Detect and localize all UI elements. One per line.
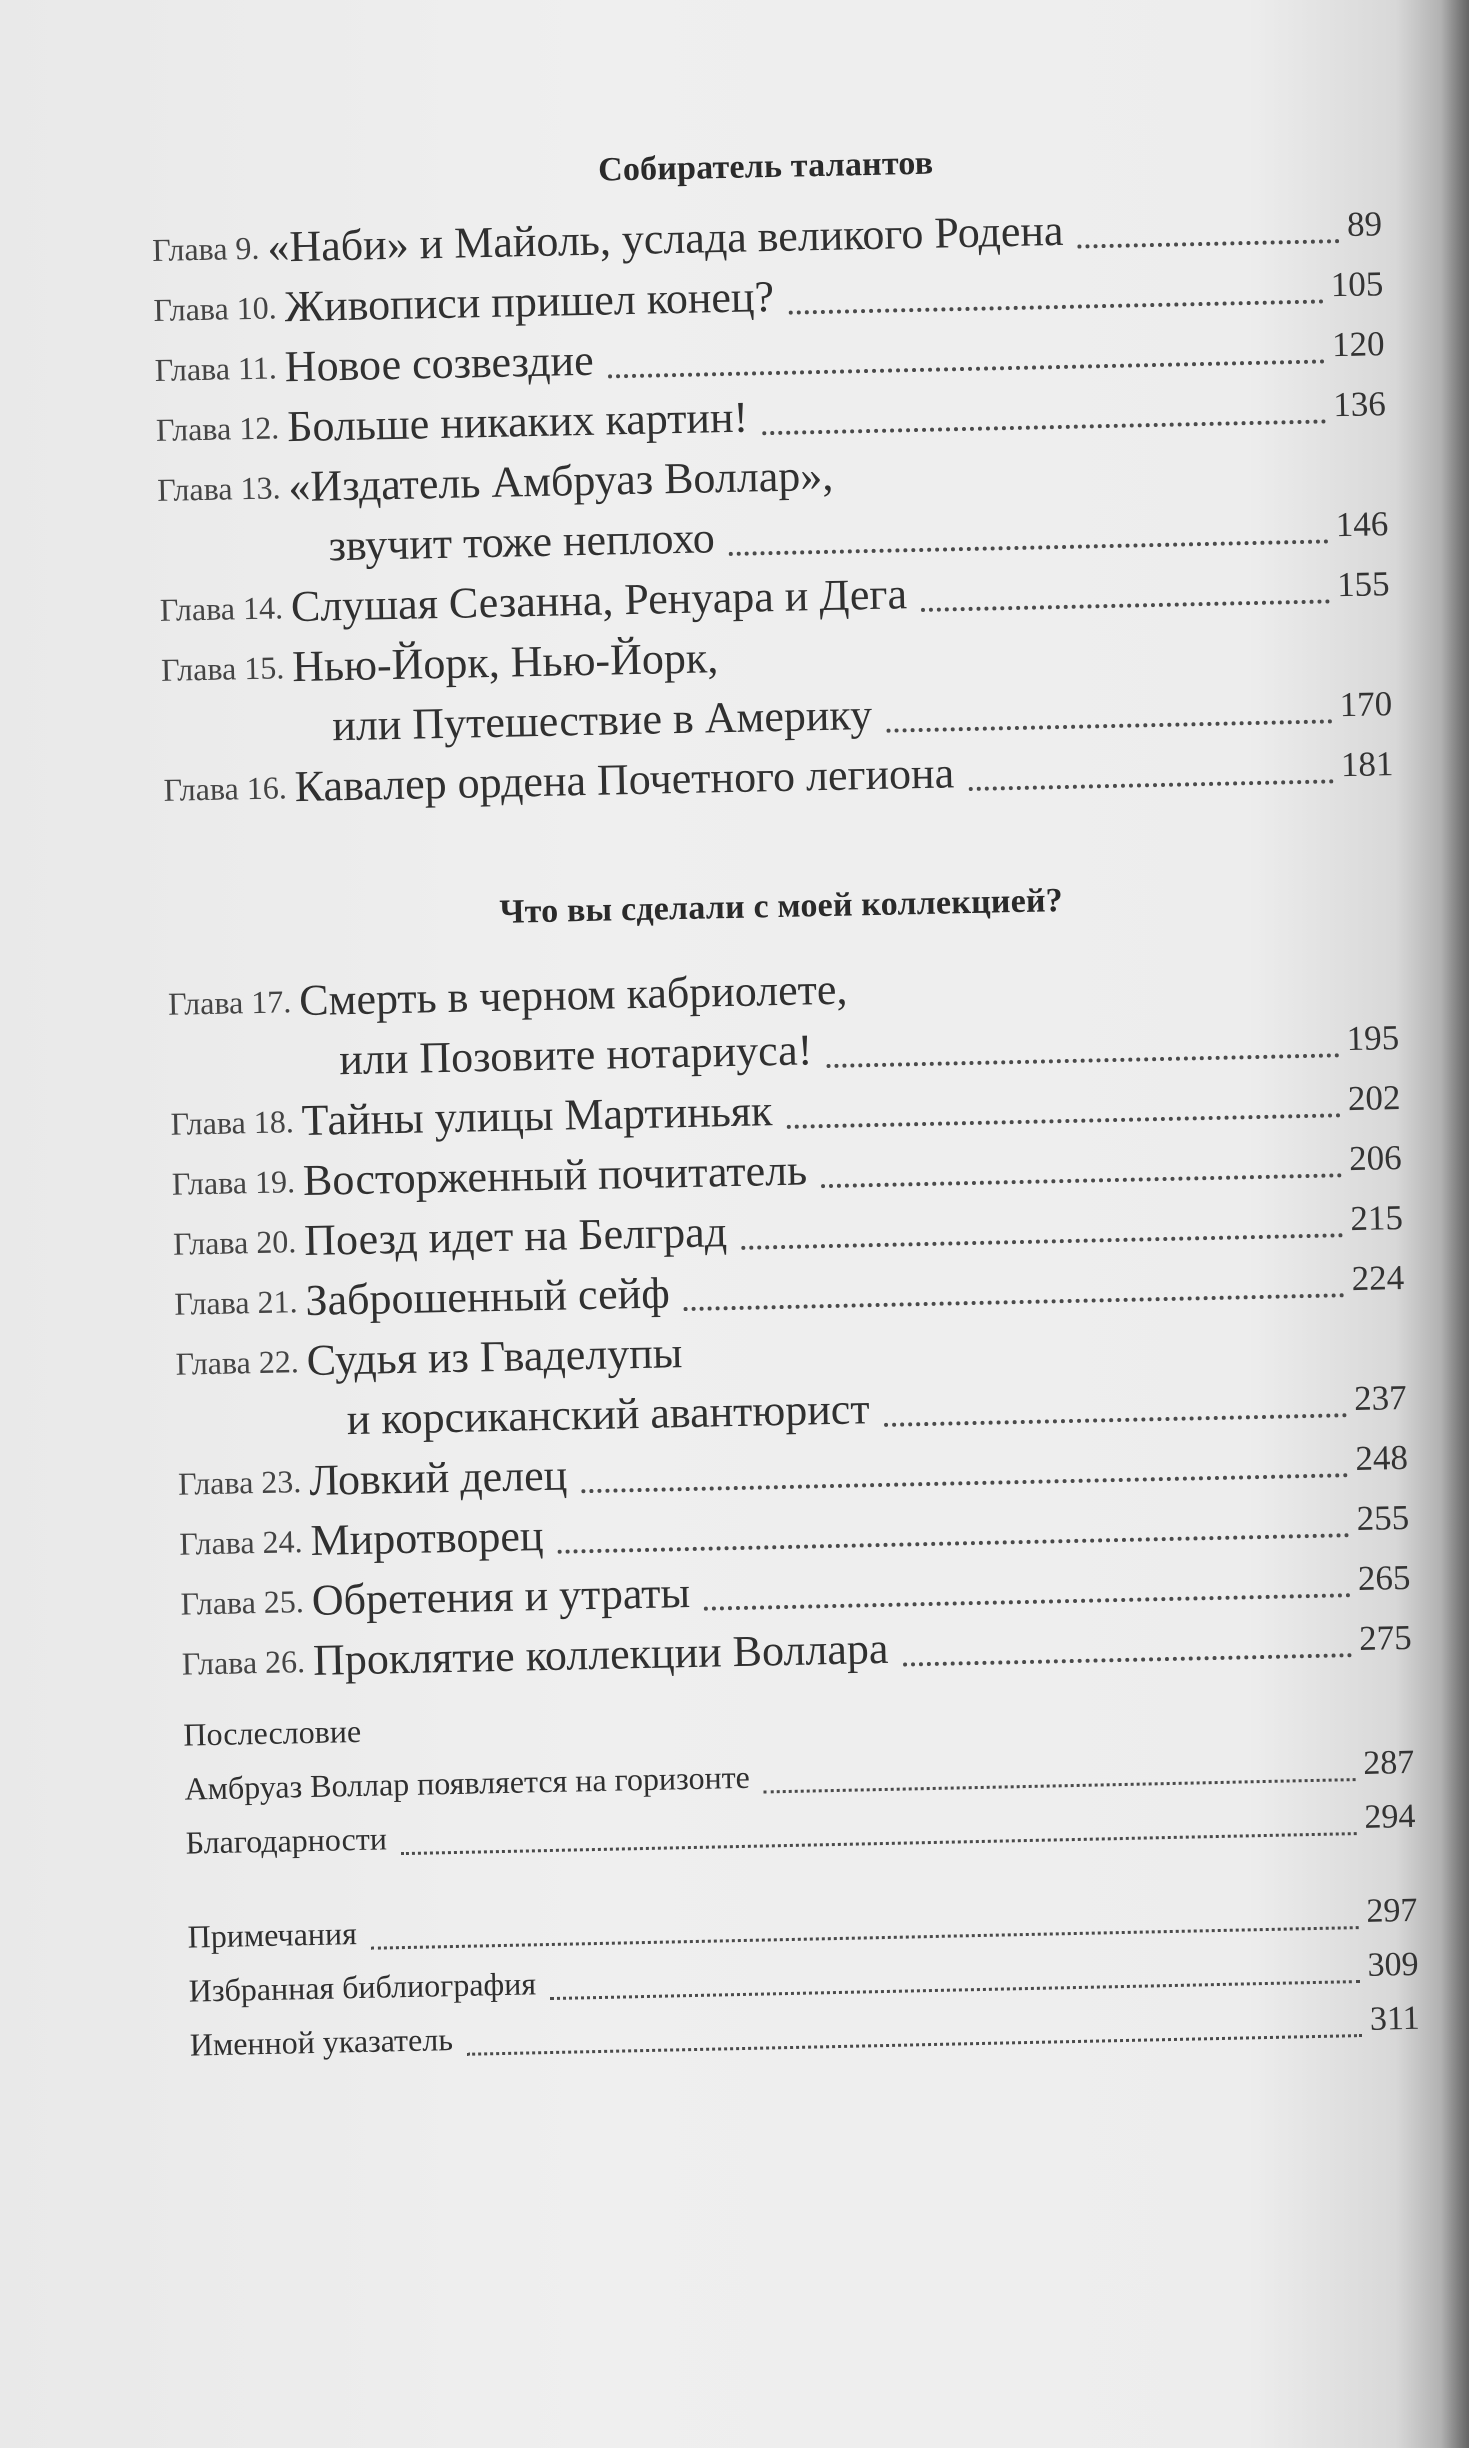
page-number: 265 <box>1357 1557 1411 1599</box>
dot-leader <box>1078 239 1340 248</box>
dot-leader <box>903 1653 1352 1666</box>
appendix-block <box>187 1884 1420 2072</box>
page-number: 181 <box>1340 744 1394 785</box>
book-spine-shadow <box>1441 0 1469 2448</box>
chapter-title-continued: и корсиканский авантюрист <box>346 1384 871 1445</box>
dot-leader <box>884 1413 1347 1427</box>
page-number: 202 <box>1347 1078 1401 1119</box>
page-number: 215 <box>1349 1198 1404 1239</box>
page-number: 275 <box>1358 1617 1413 1659</box>
page-number: 105 <box>1330 264 1384 305</box>
chapter-title: Больше никаких картин! <box>286 392 749 452</box>
dot-leader <box>467 2034 1362 2056</box>
afterword-label: Послесловие <box>183 1712 362 1753</box>
chapter-label: Глава 23. <box>177 1463 302 1502</box>
page-number: 155 <box>1336 564 1390 605</box>
afterword-block <box>183 1682 1416 1870</box>
chapter-title: Заброшенный сейф <box>304 1268 671 1325</box>
dot-leader <box>729 539 1328 556</box>
page-number: 287 <box>1362 1743 1415 1782</box>
chapter-list <box>152 194 1394 820</box>
chapter-title: Миротворец <box>310 1511 544 1565</box>
dot-leader <box>827 1053 1339 1068</box>
chapter-title: Живописи пришел конец? <box>284 271 775 332</box>
dot-leader <box>684 1293 1344 1311</box>
page-number: 170 <box>1339 684 1393 725</box>
dot-leader <box>581 1473 1347 1493</box>
chapter-label: Глава 14. <box>159 589 284 628</box>
dot-leader <box>762 419 1325 435</box>
chapter-label: Глава 22. <box>175 1343 300 1382</box>
chapter-title-continued: звучит тоже неплохо <box>328 513 716 571</box>
chapter-label: Глава 26. <box>181 1643 306 1682</box>
chapter-title: «Издатель Амбруаз Воллар», <box>287 450 834 512</box>
dot-leader <box>401 1832 1357 1855</box>
entry-title: Благодарности <box>185 1820 388 1861</box>
dot-leader <box>886 719 1332 732</box>
chapter-label: Глава 9. <box>151 229 260 268</box>
dot-leader <box>741 1233 1342 1250</box>
page-number: 237 <box>1353 1377 1408 1419</box>
dot-leader <box>968 779 1333 791</box>
page-number: 146 <box>1335 504 1389 545</box>
chapter-title-continued: или Путешествие в Америку <box>331 690 873 751</box>
page-number: 294 <box>1364 1797 1416 1836</box>
table-of-contents <box>150 114 1420 2071</box>
chapter-title: Слушая Сезанна, Ренуара и Дега <box>290 569 908 632</box>
page-number: 255 <box>1356 1497 1410 1539</box>
page-number: 309 <box>1367 1945 1419 1984</box>
entry-title: Избранная библиография <box>188 1965 537 2009</box>
page-number: 136 <box>1332 384 1387 425</box>
chapter-title: Кавалер ордена Почетного легиона <box>294 748 955 812</box>
chapter-label: Глава 17. <box>167 983 292 1022</box>
dot-leader <box>764 1778 1356 1793</box>
chapter-title: «Наби» и Майоль, услада великого Родена <box>266 205 1064 272</box>
dot-leader <box>704 1593 1350 1611</box>
chapter-label: Глава 18. <box>170 1103 295 1142</box>
chapter-label: Глава 11. <box>154 349 278 388</box>
entry-title: Примечания <box>187 1915 358 1955</box>
chapter-list <box>167 948 1412 1694</box>
chapter-title: Тайны улицы Мартиньяк <box>301 1086 773 1146</box>
section-title: Что вы сделали с моей коллекцией? <box>499 882 1064 931</box>
chapter-label: Глава 16. <box>163 769 288 808</box>
chapter-title: Обретения и утраты <box>311 1568 691 1625</box>
dot-leader <box>788 299 1323 314</box>
page-number: 206 <box>1348 1138 1402 1179</box>
chapter-title: Нью-Йорк, Нью-Йорк, <box>291 633 719 692</box>
chapter-label: Глава 13. <box>156 469 281 508</box>
chapter-title: Новое созвездие <box>284 335 595 392</box>
chapter-title: Ловкий делец <box>308 1450 568 1505</box>
dot-leader <box>821 1173 1341 1188</box>
chapter-title-continued: или Позовите нотариуса! <box>338 1025 813 1085</box>
chapter-label: Глава 24. <box>179 1523 303 1562</box>
dot-leader <box>608 359 1325 378</box>
page-number: 89 <box>1346 204 1383 244</box>
entry-title: Амбруаз Воллар появляется на горизонте <box>184 1758 751 1807</box>
chapter-title: Поезд идет на Белград <box>303 1207 728 1266</box>
chapter-label: Глава 21. <box>174 1283 298 1322</box>
page-number: 224 <box>1351 1257 1405 1299</box>
entry-title: Именной указатель <box>189 2021 454 2063</box>
chapter-title: Смерть в черном кабриолете, <box>298 964 848 1026</box>
chapter-label: Глава 15. <box>160 649 285 688</box>
chapter-label: Глава 12. <box>155 409 280 448</box>
page-number: 248 <box>1354 1437 1409 1479</box>
page-number: 120 <box>1331 324 1385 365</box>
chapter-label: Глава 19. <box>171 1163 296 1202</box>
dot-leader <box>921 599 1329 612</box>
chapter-title: Восторженный почитатель <box>302 1145 808 1206</box>
dot-leader <box>787 1113 1341 1129</box>
page-number: 195 <box>1346 1018 1400 1059</box>
chapter-label: Глава 10. <box>153 289 278 328</box>
chapter-label: Глава 20. <box>172 1223 297 1262</box>
chapter-label: Глава 25. <box>180 1583 305 1622</box>
section-title: Собиратель талантов <box>597 144 934 189</box>
page-number: 311 <box>1369 1999 1421 2038</box>
chapter-title: Судья из Гваделупы <box>306 1328 683 1385</box>
page-number: 297 <box>1365 1891 1418 1930</box>
chapter-title: Проклятие коллекции Воллара <box>312 1623 889 1685</box>
